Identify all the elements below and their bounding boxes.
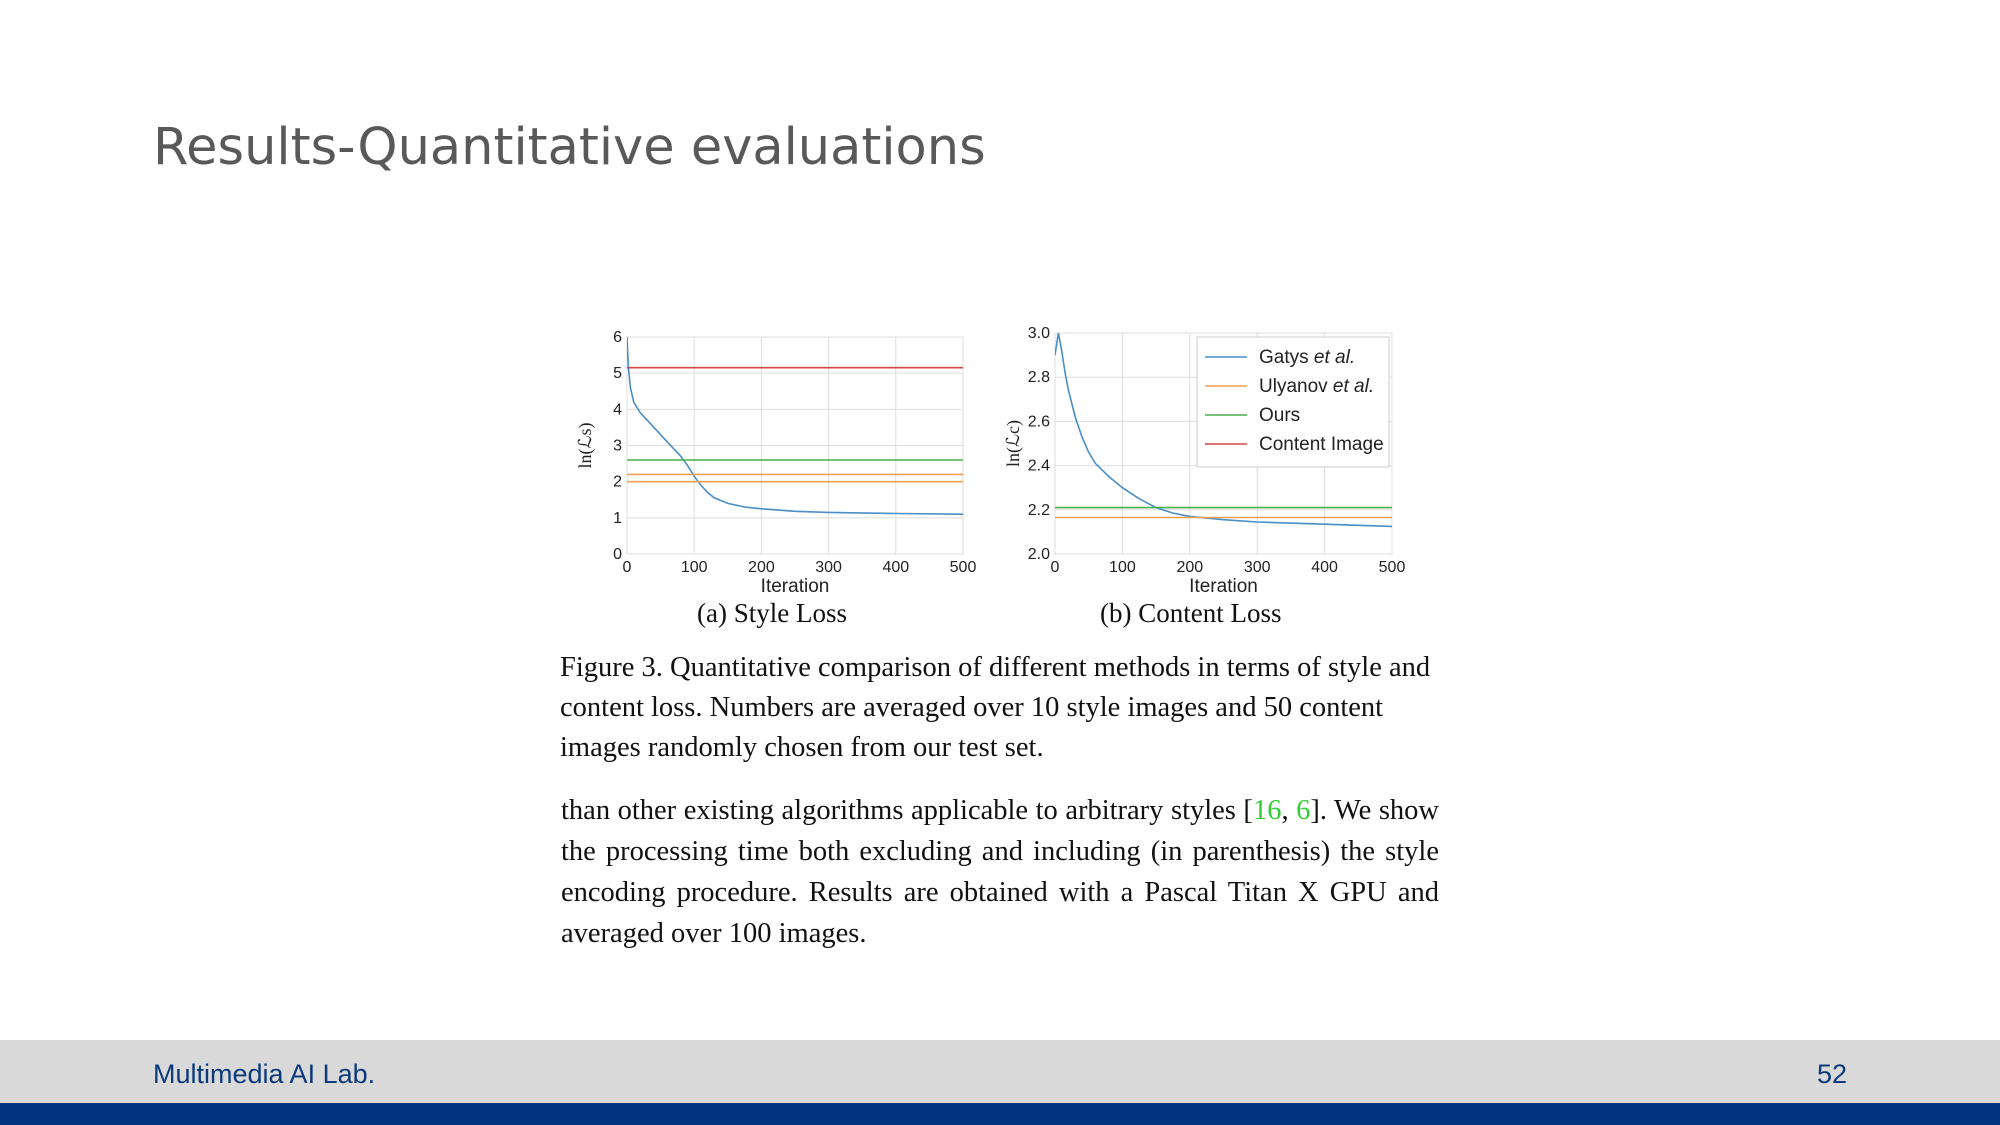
citation-16: 16 xyxy=(1252,795,1282,826)
x-axis-label: Iteration xyxy=(760,576,830,597)
charts-svg xyxy=(575,320,1445,620)
y-tick-label: 2.0 xyxy=(1027,546,1050,563)
legend-entry: Content Image xyxy=(1259,434,1384,455)
y-tick-label: 3 xyxy=(613,437,622,455)
caption-style-loss: (a) Style Loss xyxy=(697,598,847,628)
y-tick-label: 2 xyxy=(613,473,622,491)
y-tick-label: 2.6 xyxy=(1027,413,1050,431)
y-tick-label: 2.8 xyxy=(1027,369,1050,387)
x-tick-label: 500 xyxy=(1378,559,1406,576)
y-tick-label: 5 xyxy=(613,365,622,383)
x-tick-label: 300 xyxy=(1243,559,1271,576)
figure-caption: Figure 3. Quantitative comparison of different methods in terms of style and content loss. Numbers are averaged over 10 style images and 50 content images randomly chosen from our test set. xyxy=(560,652,1431,763)
x-tick-label: 0 xyxy=(622,559,632,576)
y-tick-label: 2.4 xyxy=(1027,457,1050,475)
chart-panel-2 xyxy=(1003,325,1405,597)
slide-title: Results-Quantitative evaluations xyxy=(153,118,986,177)
y-axis-label: ln(ℒs) xyxy=(575,422,595,469)
y-axis-label: ln(ℒc) xyxy=(1003,420,1023,467)
x-tick-label: 400 xyxy=(1311,559,1338,576)
x-tick-label: 100 xyxy=(1109,559,1136,576)
x-tick-label: 200 xyxy=(1176,559,1204,576)
footer-lab-name: Multimedia AI Lab. xyxy=(153,1059,376,1089)
legend-entry: Ours xyxy=(1259,405,1301,426)
y-tick-label: 6 xyxy=(613,329,622,346)
chart-legend xyxy=(1197,337,1389,467)
citation-6: 6 xyxy=(1296,795,1311,826)
x-tick-label: 400 xyxy=(882,559,910,576)
legend-entry: Ulyanov et al. xyxy=(1259,376,1375,397)
x-axis-label: Iteration xyxy=(1189,576,1258,597)
body-comma: , xyxy=(1281,795,1297,826)
footer-accent-bar xyxy=(0,1103,2000,1125)
y-tick-label: 3.0 xyxy=(1027,325,1050,342)
caption-content-loss: (b) Content Loss xyxy=(1100,598,1282,628)
legend-entry: Gatys et al. xyxy=(1259,347,1356,368)
figure-charts xyxy=(575,320,1445,640)
body-paragraph xyxy=(561,790,1439,954)
x-tick-label: 500 xyxy=(949,559,977,576)
y-tick-label: 1 xyxy=(613,509,622,527)
y-tick-label: 0 xyxy=(613,546,622,563)
x-tick-label: 0 xyxy=(1050,559,1060,576)
x-tick-label: 200 xyxy=(748,559,775,576)
page-number: 52 xyxy=(1816,1059,1847,1089)
y-tick-label: 4 xyxy=(613,401,622,419)
y-tick-label: 2.2 xyxy=(1027,501,1050,519)
body-text-part-2: ]. We show the processing time both excluding and including (in parenthesis) the style encoding procedure. Results are obtained with a Pascal Titan X GPU and averaged over 100 images. xyxy=(561,795,1439,949)
body-text-part-1: than other existing algorithms applicable to arbitrary styles [ xyxy=(561,795,1253,826)
x-tick-label: 100 xyxy=(680,559,708,576)
chart-panel-1 xyxy=(575,329,976,597)
x-tick-label: 300 xyxy=(815,559,842,576)
